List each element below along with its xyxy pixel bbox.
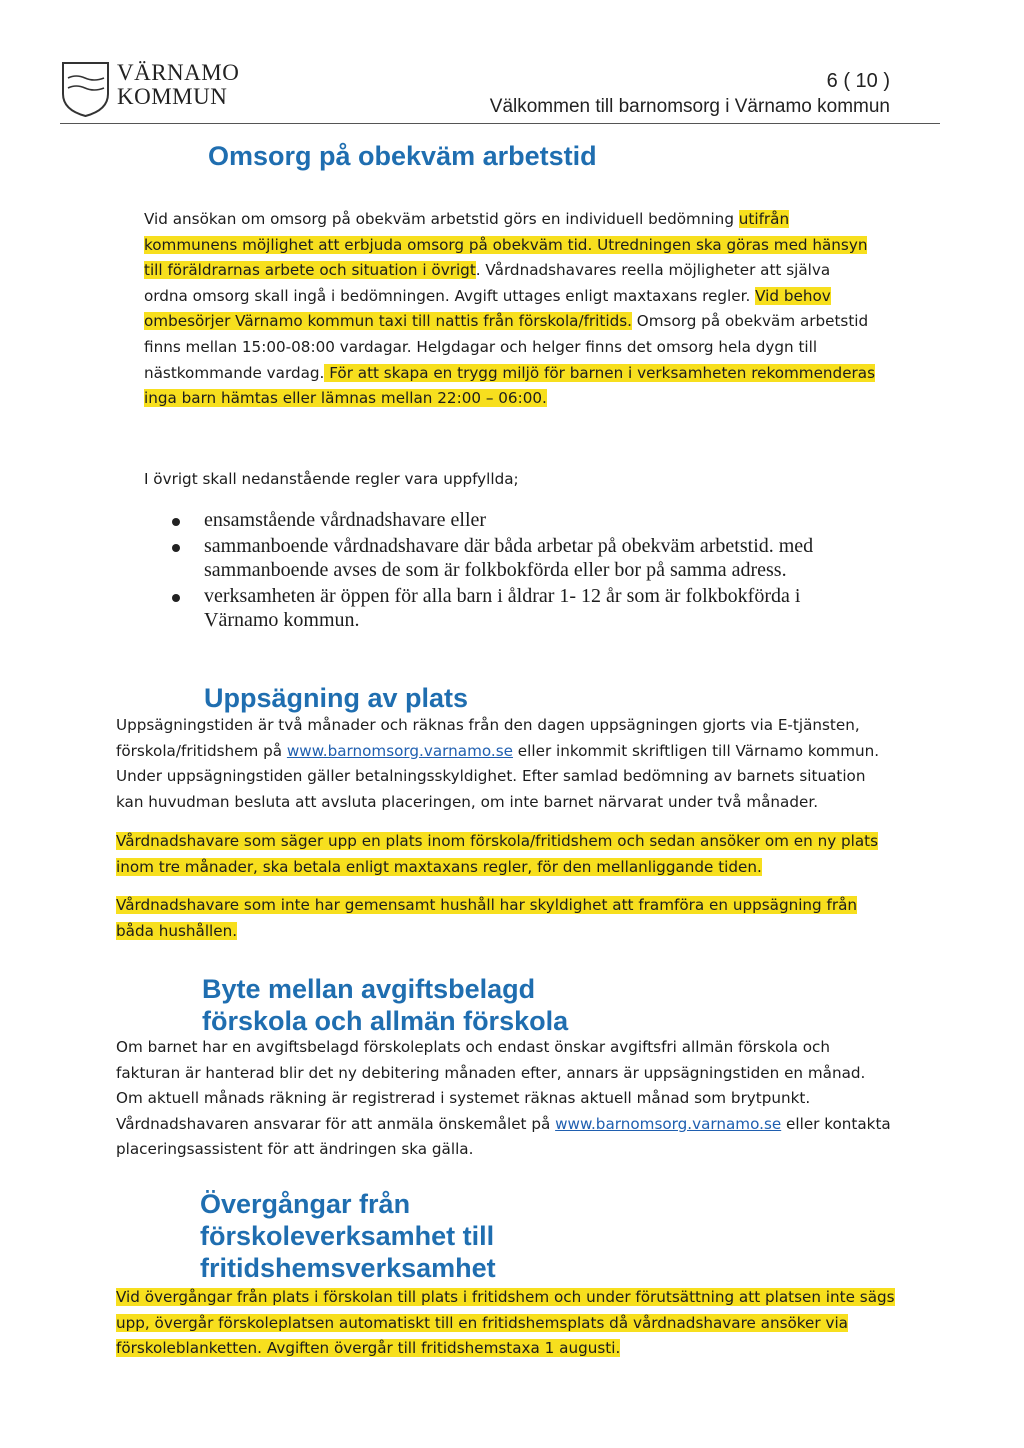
municipality-logo [60,58,260,120]
crest-icon [60,58,112,118]
heading-byte: Byte mellan avgiftsbelagd förskola och allmän förskola [202,974,569,1036]
logo-line-1: VÄRNAMO [117,60,240,85]
bullet-icon [172,594,180,602]
text-segment: . Vårdnadshavares reella möjligheter att själva ordna omsorg skall ingå i bedömningen. Avgift uttages enligt maxtaxans regler. [144,261,831,305]
paragraph-hushall [116,893,896,944]
text-segment: Omsorg på obekväm arbetstid finns mellan 15:00-08:00 vardagar. Helgdagar och helger finns det omsorg hela dygn till nästkommande vardag. [144,312,869,382]
paragraph-overgangar [116,1285,896,1362]
heading-uppsagning: Uppsägning av plats [204,683,469,713]
list-intro: I övrigt skall nedanstående regler vara uppfyllda; [144,470,519,488]
barnomsorg-link[interactable]: www.barnomsorg.varnamo.se [286,741,513,760]
bullet-icon [172,544,180,552]
logo-wordmark [117,61,239,109]
highlighted-text: utifrån kommunens möjlighet att erbjuda omsorg på obekväm tid. Utredningen ska göras med hänsyn till föräldrarnas arbete och situation i övrigt [144,210,868,280]
list-item: sammanboende vårdnadshavare där båda arbetar på obekväm arbetstid. med sammanboende avses de som är folkbokförda eller bor på samma adress. [144,534,844,582]
highlighted-text: Vårdnadshavare som säger upp en plats inom förskola/fritidshem och sedan ansöker om en ny plats inom tre månader, ska betala enligt maxtaxans regler, för den mellanliggande tiden. [116,832,879,876]
list-item: ensamstående vårdnadshavare eller [144,508,844,532]
barnomsorg-link[interactable]: www.barnomsorg.varnamo.se [555,1114,782,1133]
page-number: 6 ( 10 ) [826,70,890,92]
text-segment: Vid ansökan om omsorg på obekväm arbetstid görs en individuell bedömning [144,210,739,228]
paragraph-uppsagning: Uppsägningstiden är två månader och räknas från den dagen uppsägningen gjorts via E-tjänsten, förskola/fritidshem på www.barnomsorg.varnamo.se eller inkommit skriftligen till Värnamo kommun. Under uppsägningstiden gäller betalningsskyldighet. Efter samlad bedömning av barnets situation kan huvudman besluta att avsluta placeringen, om inte barnet närvarat under två månader. [116,716,880,811]
header-divider [60,123,940,124]
bullet-icon [172,518,180,526]
highlighted-text: Vid övergångar från plats i förskolan till plats i fritidshem och under förutsättning att platsen inte sägs upp, övergår förskoleplatsen automatiskt till en fritidshemsplats då vårdnadshavare ansöker via förskoleblanketten. Avgiften övergår till fritidshemstaxa 1 augusti. [116,1288,895,1358]
highlighted-text: För att skapa en trygg miljö för barnen i verksamheten rekommenderas inga barn hämtas eller lämnas mellan 22:00 – 06:00. [144,363,876,408]
paragraph-byte: Om barnet har en avgiftsbelagd förskoleplats och endast önskar avgiftsfri allmän förskola och fakturan är hanterad blir det ny debitering månaden efter, annars är uppsägningstiden en månad. Om aktuell månads räkning är registrerad i systemet räknas aktuell månad som brytpunkt. Vårdnadshavaren ansvarar för att anmäla önskemålet på www.barnomsorg.varnamo.se eller kontakta placeringsassistent för att ändringen ska gälla. [116,1038,891,1159]
paragraph-omsorg [144,207,876,412]
rules-list [144,508,844,634]
logo-line-2: KOMMUN [117,84,228,109]
heading-overgangar: Övergångar från förskoleverksamhet till fritidshemsverksamhet [200,1189,496,1283]
list-item: verksamheten är öppen för alla barn i åldrar 1- 12 år som är folkbokförda i Värnamo kommun. [144,584,844,632]
heading-omsorg: Omsorg på obekväm arbetstid [208,141,597,171]
highlighted-text: Vid behov ombesörjer Värnamo kommun taxi till nattis från förskola/fritids. [144,286,831,331]
document-title: Välkommen till barnomsorg i Värnamo kommun [489,96,890,117]
paragraph-ny-plats [116,829,896,880]
highlighted-text: Vårdnadshavare som inte har gemensamt hushåll har skyldighet att framföra en uppsägning från båda hushållen. [116,896,858,940]
